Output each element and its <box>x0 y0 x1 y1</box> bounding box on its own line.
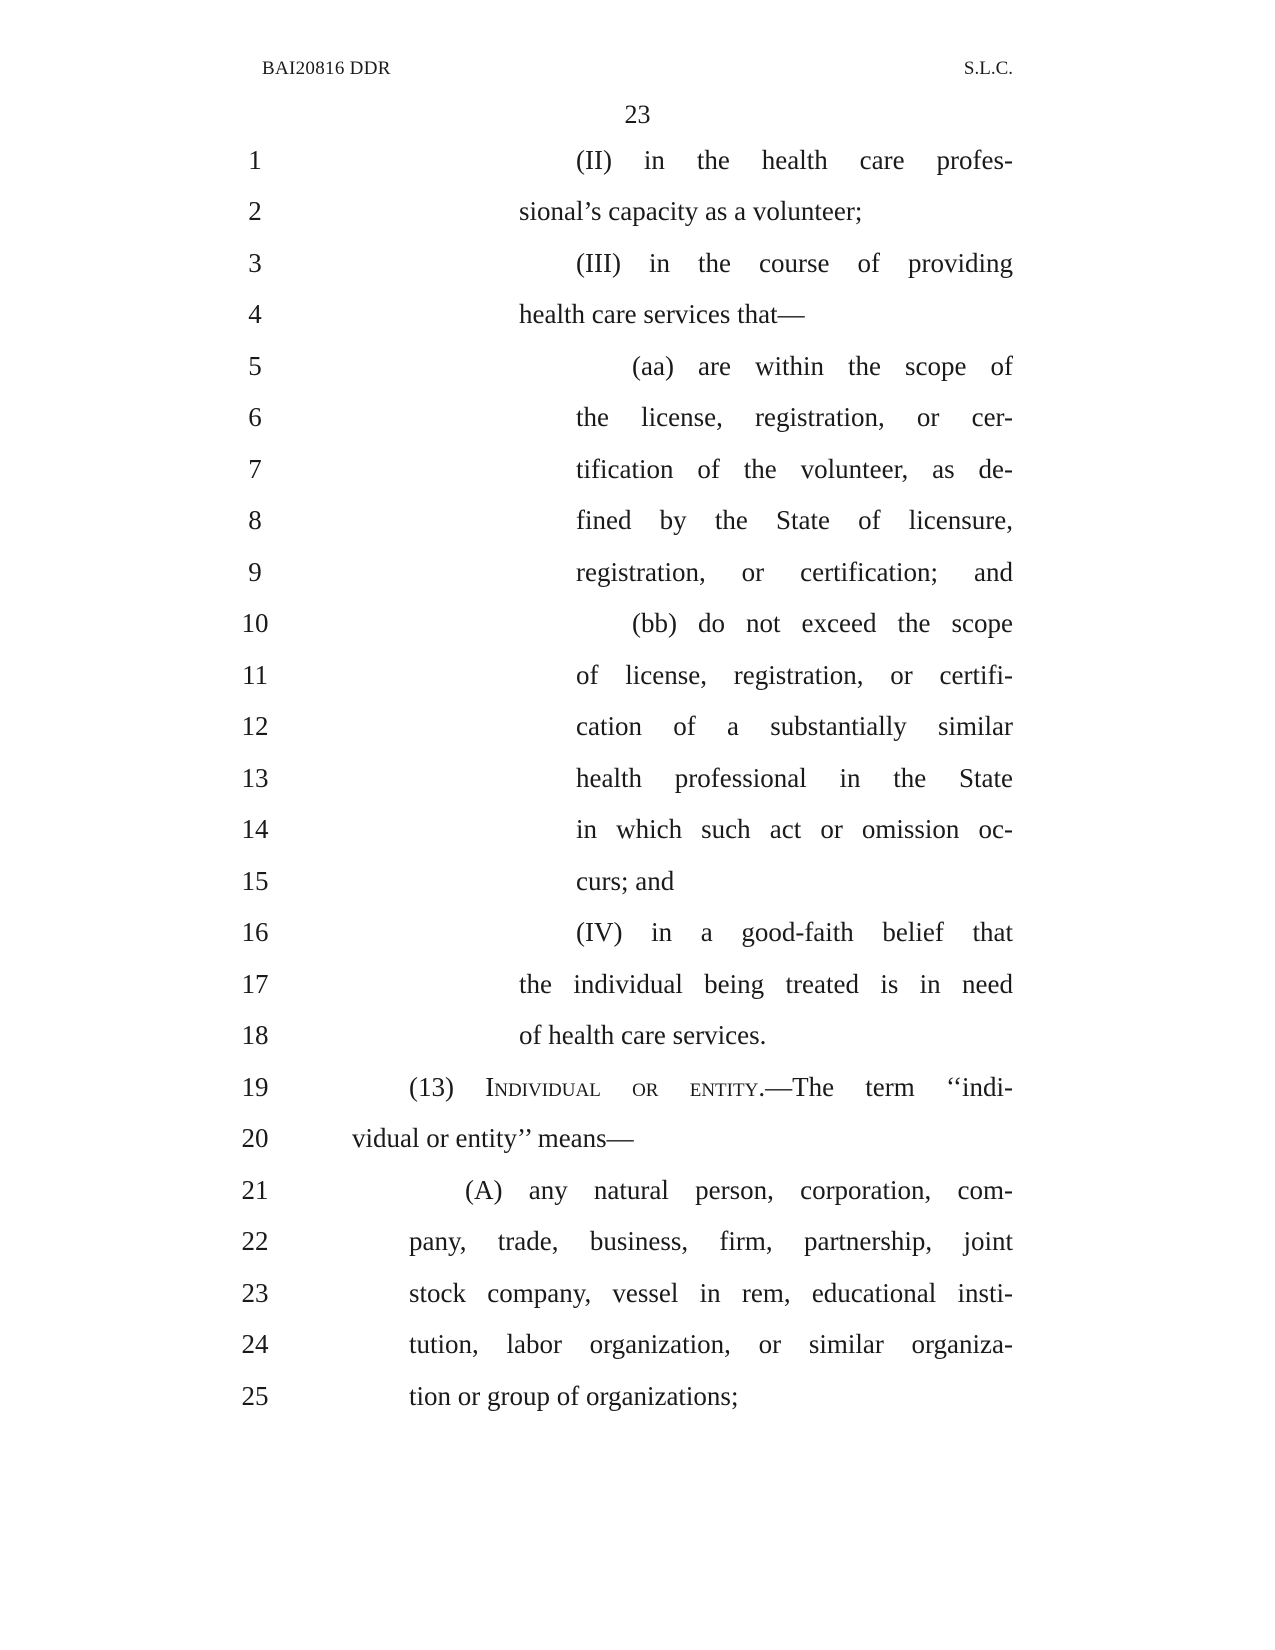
defined-term-heading: Individual or entity <box>485 1072 759 1102</box>
line-text: (aa) are within the scope of <box>632 351 1013 381</box>
line-number: 9 <box>248 557 262 587</box>
bill-line <box>0 299 1275 339</box>
bill-line <box>0 402 1275 442</box>
line-number: 18 <box>241 1020 269 1050</box>
line-number: 15 <box>241 866 269 896</box>
bill-line <box>0 763 1275 803</box>
line-number: 21 <box>241 1175 269 1205</box>
line-number: 14 <box>241 814 269 844</box>
line-text: cation of a substantially similar <box>576 711 1013 741</box>
line-number: 6 <box>248 402 262 432</box>
line-number: 20 <box>241 1123 269 1153</box>
line-text: vidual or entity’’ means— <box>352 1123 634 1153</box>
bill-line <box>0 814 1275 854</box>
bill-line <box>0 969 1275 1009</box>
line-number: 10 <box>241 608 269 638</box>
bill-line <box>0 505 1275 545</box>
line-text <box>409 1072 1013 1103</box>
bill-line <box>0 1226 1275 1266</box>
line-number: 4 <box>248 299 262 329</box>
line-text: tification of the volunteer, as de- <box>576 454 1013 484</box>
line-number: 3 <box>248 248 262 278</box>
line-text: tion or group of organizations; <box>409 1381 739 1411</box>
line-text: of license, registration, or certifi- <box>576 660 1013 690</box>
line-text: of health care services. <box>519 1020 767 1050</box>
line-number: 12 <box>241 711 269 741</box>
bill-line <box>0 1123 1275 1163</box>
bill-line <box>0 866 1275 906</box>
bill-line <box>0 1175 1275 1215</box>
document-id: BAI20816 DDR <box>262 58 391 79</box>
line-number: 23 <box>241 1278 269 1308</box>
bill-line <box>0 557 1275 597</box>
bill-line <box>0 145 1275 185</box>
bill-line <box>0 711 1275 751</box>
bill-line <box>0 608 1275 648</box>
line-number: 7 <box>248 454 262 484</box>
line-text: tution, labor organization, or similar organiza- <box>409 1329 1013 1359</box>
paragraph-number: (13) <box>409 1072 486 1102</box>
bill-line <box>0 1278 1275 1318</box>
line-text: fined by the State of licensure, <box>576 505 1013 535</box>
definition-lead-in: .—The term ‘‘indi- <box>758 1072 1014 1102</box>
line-text: (A) any natural person, corporation, com- <box>465 1175 1013 1205</box>
line-text: the individual being treated is in need <box>519 969 1013 999</box>
line-text: health professional in the State <box>576 763 1013 793</box>
line-number: 2 <box>248 196 262 226</box>
line-text: stock company, vessel in rem, educational insti- <box>409 1278 1013 1308</box>
bill-line <box>0 1020 1275 1060</box>
line-number: 11 <box>242 660 268 690</box>
line-number: 8 <box>248 505 262 535</box>
bill-line <box>0 1381 1275 1421</box>
bill-line <box>0 1072 1275 1112</box>
line-text: (III) in the course of providing <box>576 248 1013 278</box>
line-text: curs; and <box>576 866 675 896</box>
bill-line <box>0 1329 1275 1369</box>
line-text: pany, trade, business, firm, partnership, joint <box>409 1226 1013 1256</box>
line-text: (II) in the health care profes- <box>576 145 1013 175</box>
line-text: in which such act or omission oc- <box>576 814 1013 844</box>
line-number: 1 <box>248 145 262 175</box>
line-number: 19 <box>241 1072 269 1102</box>
line-number: 25 <box>241 1381 269 1411</box>
line-text: (IV) in a good-faith belief that <box>576 917 1013 947</box>
bill-line <box>0 248 1275 288</box>
bill-line <box>0 196 1275 236</box>
line-text: (bb) do not exceed the scope <box>632 608 1013 638</box>
line-text: sional’s capacity as a volunteer; <box>519 196 863 226</box>
bill-line <box>0 660 1275 700</box>
page-number: 23 <box>624 100 651 129</box>
line-number: 22 <box>241 1226 269 1256</box>
line-number: 16 <box>241 917 269 947</box>
line-text: health care services that— <box>519 299 805 329</box>
bill-line <box>0 454 1275 494</box>
line-number: 17 <box>241 969 269 999</box>
line-number: 5 <box>248 351 262 381</box>
bill-line <box>0 917 1275 957</box>
line-text: registration, or certification; and <box>576 557 1013 587</box>
bill-line <box>0 351 1275 391</box>
line-text: the license, registration, or cer- <box>576 402 1013 432</box>
office-code: S.L.C. <box>963 58 1013 79</box>
line-number: 24 <box>241 1329 269 1359</box>
line-number: 13 <box>241 763 269 793</box>
